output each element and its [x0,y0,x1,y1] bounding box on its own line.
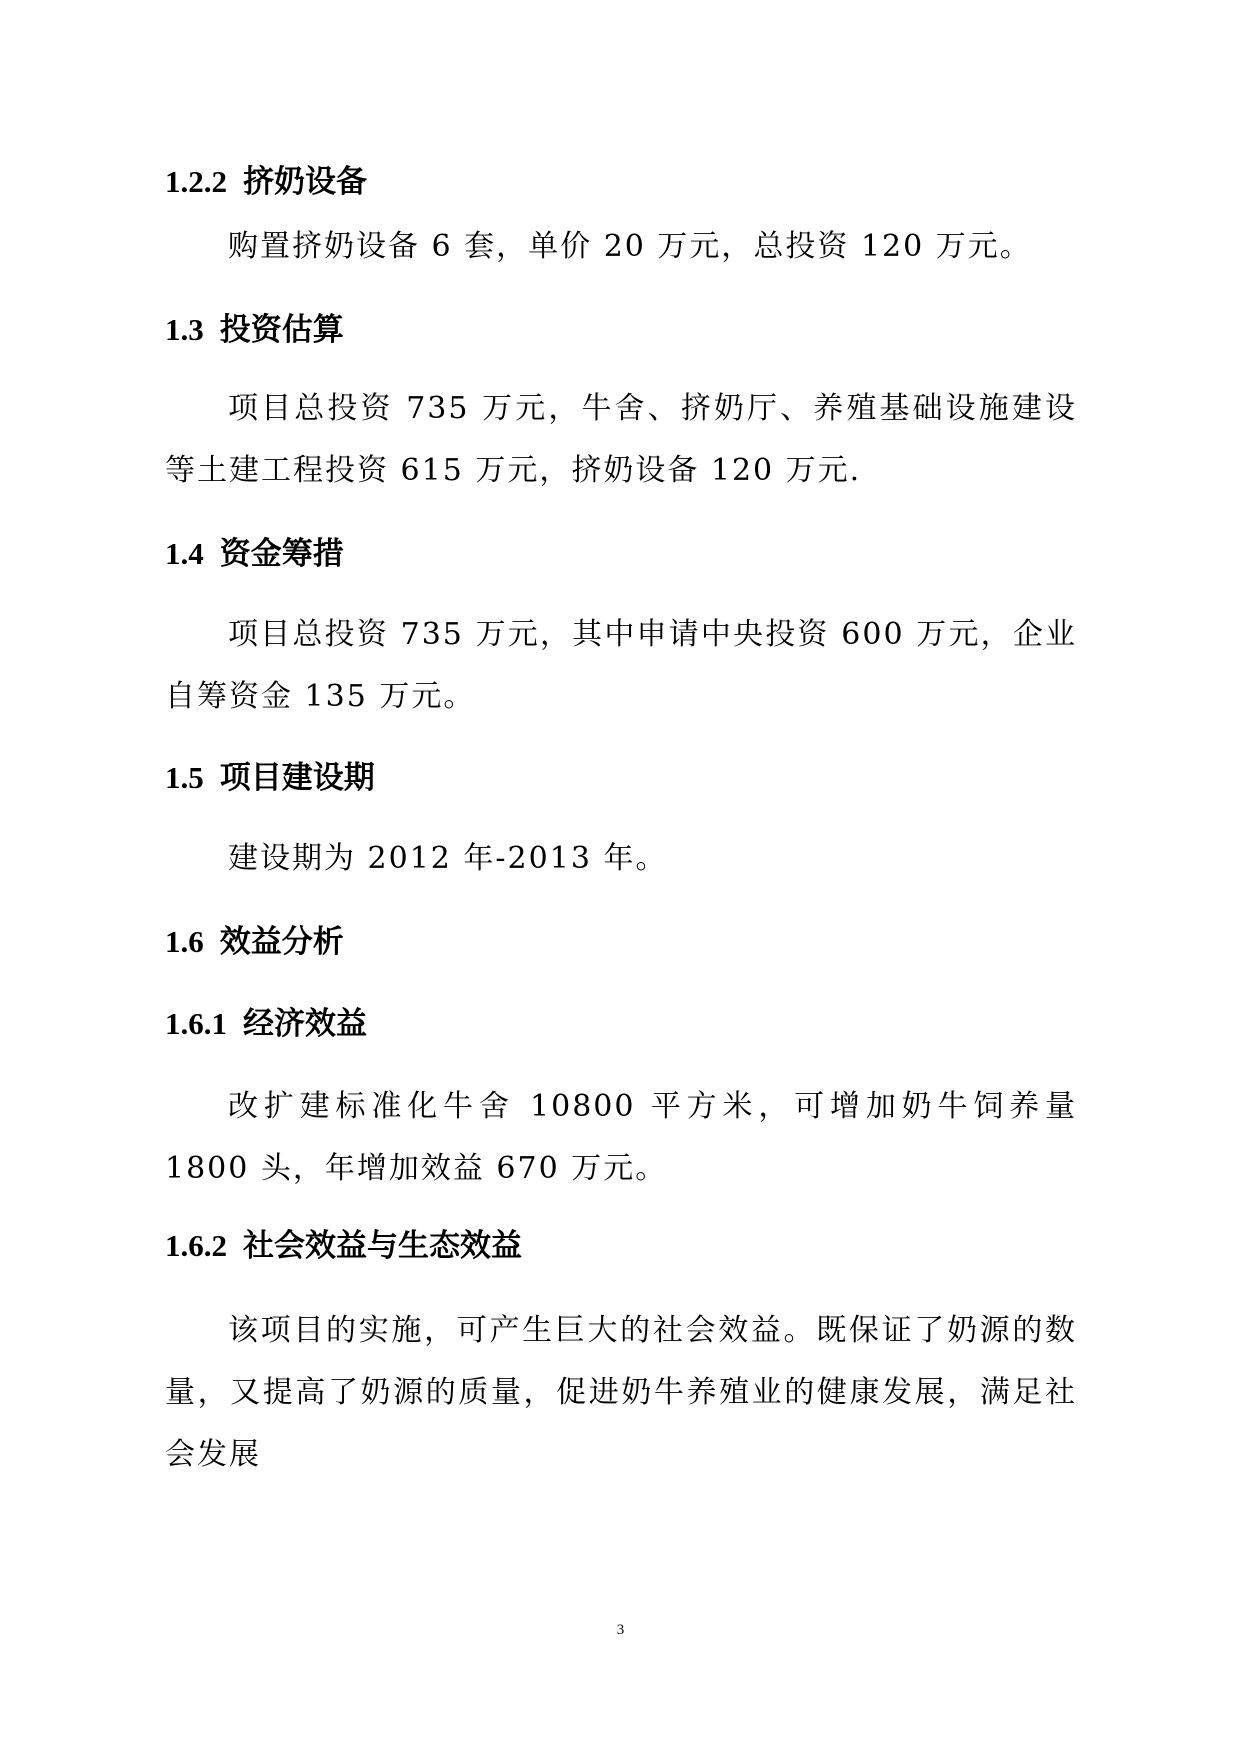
section-heading-1-6 [165,922,344,962]
paragraph-investment-estimate: 项目总投资 735 万元，牛舍、挤奶厅、养殖基础设施建设等土建工程投资 615 万元，挤奶设备 120 万元. [165,391,1077,488]
section-number: 1.6.1 [165,1006,227,1041]
paragraph-economic-benefit: 改扩建标准化牛舍 10800 平方米，可增加奶牛饲养量 1800 头，年增加效益 670 万元。 [165,1089,1077,1186]
section-heading-1-5 [165,758,375,798]
paragraph-fund-raising: 项目总投资 735 万元，其中申请中央投资 600 万元，企业自筹资金 135 万元。 [165,617,1077,714]
section-heading-1-6-1 [165,1004,367,1044]
section-title: 项目建设期 [219,760,375,796]
section-title: 投资估算 [219,312,344,348]
paragraph-social-benefit: 该项目的实施，可产生巨大的社会效益。既保证了奶源的数量，又提高了奶源的质量，促进奶牛养殖业的健康发展，满足社会发展 [165,1313,1077,1472]
section-number: 1.3 [165,312,204,347]
section-heading-1-6-2 [165,1226,522,1266]
section-number: 1.2.2 [165,164,227,199]
paragraph-milking-equipment: 购置挤奶设备 6 套，单价 20 万元，总投资 120 万元。 [228,229,1032,264]
section-number: 1.5 [165,760,204,795]
section-heading-1-2-2 [165,162,367,202]
section-number: 1.6.2 [165,1228,227,1263]
section-title: 效益分析 [219,924,344,960]
section-heading-1-3 [165,310,344,350]
paragraph-construction-period: 建设期为 2012 年-2013 年。 [228,841,668,876]
section-title: 经济效益 [243,1006,367,1042]
section-number: 1.6 [165,924,204,959]
section-title: 资金筹措 [219,536,344,572]
page-number: 3 [616,1622,625,1638]
section-number: 1.4 [165,536,204,571]
section-title: 挤奶设备 [243,164,367,200]
section-title: 社会效益与生态效益 [243,1228,522,1264]
section-heading-1-4 [165,534,344,574]
